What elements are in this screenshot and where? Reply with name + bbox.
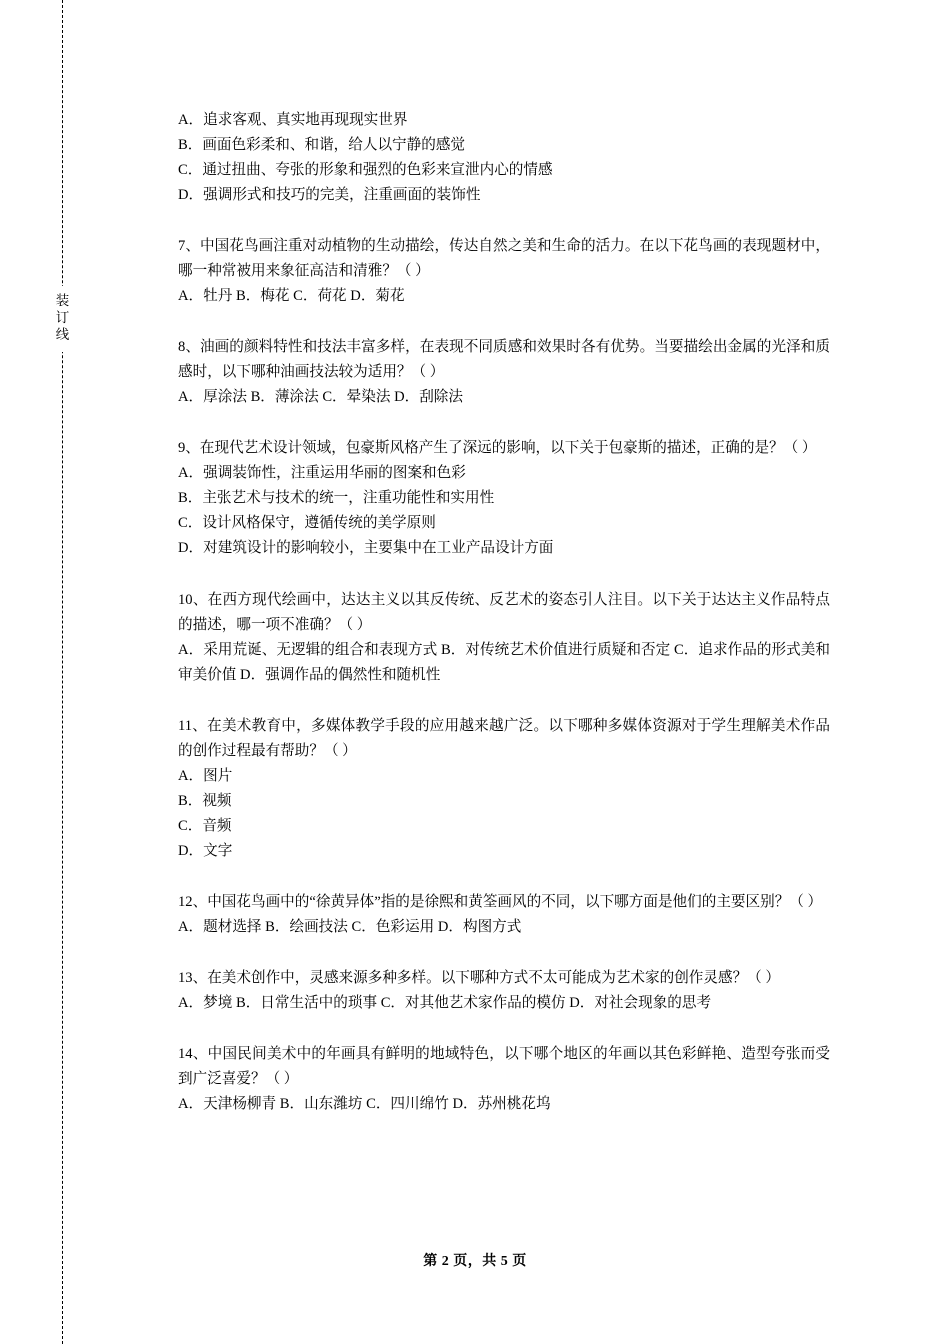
option-row-7: A．牡丹 B．梅花 C．荷花 D．菊花 (178, 288, 405, 304)
binding-label-char-1: 装 (55, 293, 71, 308)
question-block-continued (178, 108, 830, 208)
option-row-13: A．梦境 B．日常生活中的琐事 C．对其他艺术家作品的模仿 D．对社会现象的思考 (178, 995, 712, 1011)
option-11-a: A．图片 (178, 768, 233, 784)
question-list (178, 108, 830, 1136)
question-stem-7: 7、中国花鸟画注重对动植物的生动描绘，传达自然之美和生命的活力。在以下花鸟画的表现题材中，哪一种常被用来象征高洁和清雅？（ ） (178, 238, 830, 279)
option-c: C．通过扭曲、夸张的形象和强烈的色彩来宣泄内心的情感 (178, 162, 553, 178)
question-stem-11: 11、在美术教育中，多媒体教学手段的应用越来越广泛。以下哪种多媒体资源对于学生理解美术作品的创作过程最有帮助？（ ） (178, 718, 830, 759)
option-row-8: A．厚涂法 B．薄涂法 C．晕染法 D．刮除法 (178, 389, 463, 405)
question-stem-13: 13、在美术创作中，灵感来源多种多样。以下哪种方式不太可能成为艺术家的创作灵感？（ ） (178, 970, 780, 986)
question-block-12 (178, 890, 830, 940)
question-stem-8: 8、油画的颜料特性和技法丰富多样，在表现不同质感和效果时各有优势。当要描绘出金属的光泽和质感时，以下哪种油画技法较为适用？（ ） (178, 339, 830, 380)
option-9-a: A．强调装饰性，注重运用华丽的图案和色彩 (178, 465, 466, 481)
option-row-10: A．采用荒诞、无逻辑的组合和表现方式 B．对传统艺术价值进行质疑和否定 C．追求作品的形式美和审美价值 D．强调作品的偶然性和随机性 (178, 642, 830, 683)
question-block-13 (178, 966, 830, 1016)
question-block-14 (178, 1042, 830, 1117)
option-b: B．画面色彩柔和、和谐，给人以宁静的感觉 (178, 137, 466, 153)
question-stem-12: 12、中国花鸟画中的“徐黄异体”指的是徐熙和黄筌画风的不同，以下哪方面是他们的主要区别？（ ） (178, 894, 823, 910)
page-footer: 第 2 页，共 5 页 (423, 1254, 527, 1269)
question-stem-14: 14、中国民间美术中的年画具有鲜明的地域特色，以下哪个地区的年画以其色彩鲜艳、造型夸张而受到广泛喜爱？（ ） (178, 1046, 830, 1087)
question-stem-9: 9、在现代艺术设计领域，包豪斯风格产生了深远的影响，以下关于包豪斯的描述，正确的是？（ ） (178, 440, 817, 456)
question-block-9 (178, 436, 830, 561)
option-row-12: A．题材选择 B．绘画技法 C．色彩运用 D．构图方式 (178, 919, 522, 935)
binding-dashed-line (62, 0, 63, 1344)
question-block-10 (178, 588, 830, 688)
option-row-14: A．天津杨柳青 B．山东潍坊 C．四川绵竹 D．苏州桃花坞 (178, 1096, 551, 1112)
option-11-b: B．视频 (178, 793, 232, 809)
binding-label (50, 292, 76, 343)
option-9-c: C．设计风格保守，遵循传统的美学原则 (178, 515, 436, 531)
option-a: A．追求客观、真实地再现现实世界 (178, 112, 408, 128)
question-block-11 (178, 714, 830, 864)
option-d: D．强调形式和技巧的完美，注重画面的装饰性 (178, 187, 481, 203)
question-block-8 (178, 335, 830, 410)
binding-label-char-3: 线 (55, 327, 71, 342)
question-block-7 (178, 234, 830, 309)
question-stem-10: 10、在西方现代绘画中，达达主义以其反传统、反艺术的姿态引人注目。以下关于达达主义作品特点的描述，哪一项不准确？（ ） (178, 592, 830, 633)
option-11-c: C．音频 (178, 818, 232, 834)
option-9-b: B．主张艺术与技术的统一，注重功能性和实用性 (178, 490, 495, 506)
option-9-d: D．对建筑设计的影响较小，主要集中在工业产品设计方面 (178, 540, 554, 556)
option-11-d: D．文字 (178, 843, 233, 859)
binding-label-char-2: 订 (55, 310, 71, 325)
